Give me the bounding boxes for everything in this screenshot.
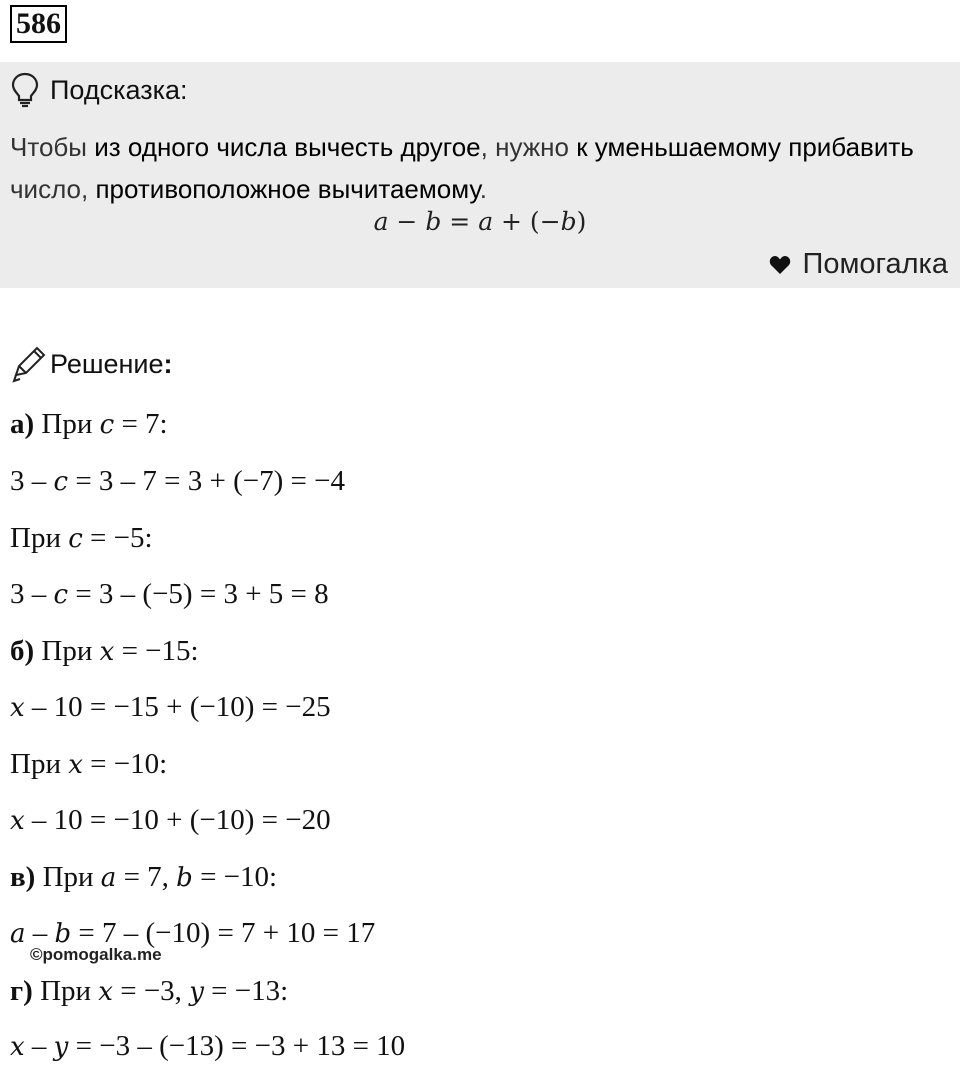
solution-line: г) При x = −3, y = −13:: [10, 975, 289, 1007]
solution-line: а) При c = 7:: [10, 408, 168, 440]
solution-line: в) При a = 7, b = −10:: [10, 861, 278, 893]
solution-line: При x = −10:: [10, 748, 168, 780]
solution-line: 3 – c = 3 – (−5) = 3 + 5 = 8: [10, 578, 329, 610]
solution-line: x – 10 = −15 + (−10) = −25: [10, 691, 331, 723]
solution-line: 3 – c = 3 – 7 = 3 + (−7) = −4: [10, 465, 346, 497]
solution-colon: :: [163, 348, 173, 379]
hint-text-part: число,: [10, 174, 89, 204]
hint-box: [0, 62, 960, 288]
solution-line: При c = −5:: [10, 522, 153, 554]
lightbulb-icon: [10, 72, 40, 108]
heart-icon: [769, 255, 791, 275]
solution-title: Решение: [50, 348, 164, 379]
pencil-icon: [10, 345, 46, 383]
hint-formula: a − b = a + (−b): [373, 207, 587, 236]
task-number: 586: [10, 5, 67, 43]
solution-header: [10, 345, 173, 383]
hint-text-emphasis: противоположное вычитаемому: [95, 174, 480, 204]
solution-line: a – b = 7 – (−10) = 7 + 10 = 17: [10, 917, 376, 949]
solution-line: б) При x = −15:: [10, 635, 199, 667]
hint-text-part: Чтобы: [10, 132, 87, 162]
solution-line: x – y = −3 – (−13) = −3 + 13 = 10: [10, 1030, 406, 1062]
hint-text-emphasis: из одного числа вычесть другое: [94, 132, 481, 162]
solution-line: x – 10 = −10 + (−10) = −20: [10, 804, 331, 836]
hint-text-part: .: [479, 174, 488, 204]
hint-title: Подсказка:: [50, 74, 188, 105]
watermark: ©pomogalka.me: [30, 945, 162, 964]
brand-name: Помогалка: [802, 248, 948, 280]
hint-header: [10, 72, 188, 108]
brand-label: [769, 248, 948, 281]
hint-text-emphasis: к уменьшаемому прибавить: [576, 132, 914, 162]
hint-text: [10, 126, 950, 210]
hint-text-part: , нужно: [480, 132, 569, 162]
